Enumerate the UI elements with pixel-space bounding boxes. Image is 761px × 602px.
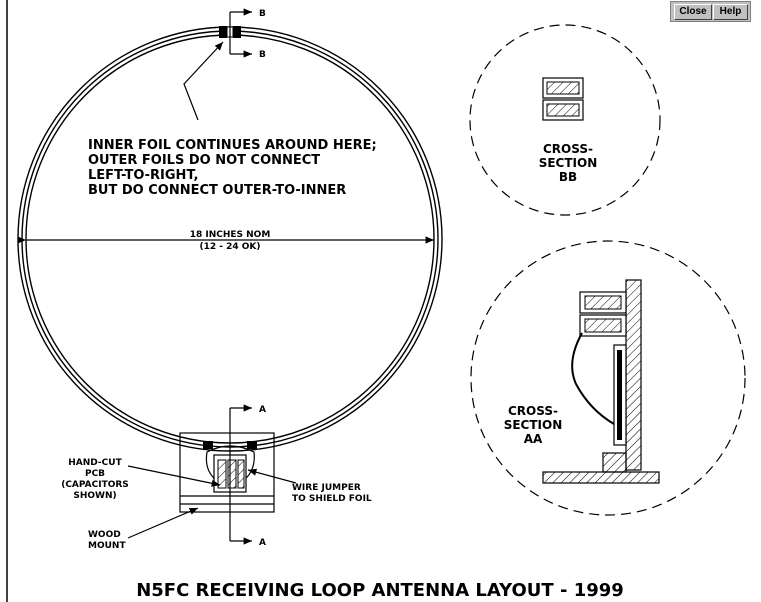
svg-text:BB: BB xyxy=(558,170,578,184)
svg-text:(CAPACITORS: (CAPACITORS xyxy=(61,480,129,490)
section-b-label-bottom: B xyxy=(259,50,266,60)
cross-section-aa-assembly xyxy=(543,280,659,483)
svg-text:HAND-CUT: HAND-CUT xyxy=(68,458,122,468)
svg-text:INNER FOIL CONTINUES AROUND HE: INNER FOIL CONTINUES AROUND HERE; xyxy=(88,138,377,153)
cross-section-bb-foils xyxy=(543,78,583,120)
svg-text:CROSS-: CROSS- xyxy=(543,142,593,156)
mount-callout xyxy=(88,530,126,551)
section-a-label-bottom: A xyxy=(259,538,266,548)
svg-text:TO SHIELD FOIL: TO SHIELD FOIL xyxy=(292,494,372,504)
svg-text:LEFT-TO-RIGHT,: LEFT-TO-RIGHT, xyxy=(88,168,199,183)
pcb-callout xyxy=(61,458,129,501)
diameter-range: (12 - 24 OK) xyxy=(199,242,261,252)
svg-text:MOUNT: MOUNT xyxy=(88,541,126,551)
svg-text:OUTER FOILS DO NOT CONNECT: OUTER FOILS DO NOT CONNECT xyxy=(88,153,321,168)
cross-section-bb-label xyxy=(539,142,598,184)
svg-text:CROSS-: CROSS- xyxy=(508,404,558,418)
note-leader-line xyxy=(184,42,223,120)
cross-section-aa-label xyxy=(504,404,563,446)
svg-text:BUT DO CONNECT OUTER-TO-INNER: BUT DO CONNECT OUTER-TO-INNER xyxy=(88,183,347,198)
svg-text:WIRE JUMPER: WIRE JUMPER xyxy=(292,483,361,493)
svg-text:WOOD: WOOD xyxy=(88,530,121,540)
section-b-label-top: B xyxy=(259,9,266,19)
pcb-leader-line xyxy=(128,466,220,485)
section-a-label-top: A xyxy=(259,405,266,415)
help-button[interactable]: Help xyxy=(713,4,748,20)
inner-foil-note xyxy=(88,138,377,198)
svg-text:PCB: PCB xyxy=(84,469,106,479)
jumper-callout xyxy=(292,483,372,504)
svg-text:SHOWN): SHOWN) xyxy=(73,491,117,501)
jumper-leader-line xyxy=(248,470,296,483)
svg-text:AA: AA xyxy=(523,432,543,446)
svg-text:SECTION: SECTION xyxy=(538,156,598,170)
diameter-label: 18 INCHES NOM xyxy=(189,230,271,240)
diagram-title: N5FC RECEIVING LOOP ANTENNA LAYOUT - 1999 xyxy=(136,580,624,601)
mount-leader-line xyxy=(128,508,198,538)
close-button[interactable]: Close xyxy=(674,4,712,20)
svg-text:SECTION: SECTION xyxy=(503,418,563,432)
